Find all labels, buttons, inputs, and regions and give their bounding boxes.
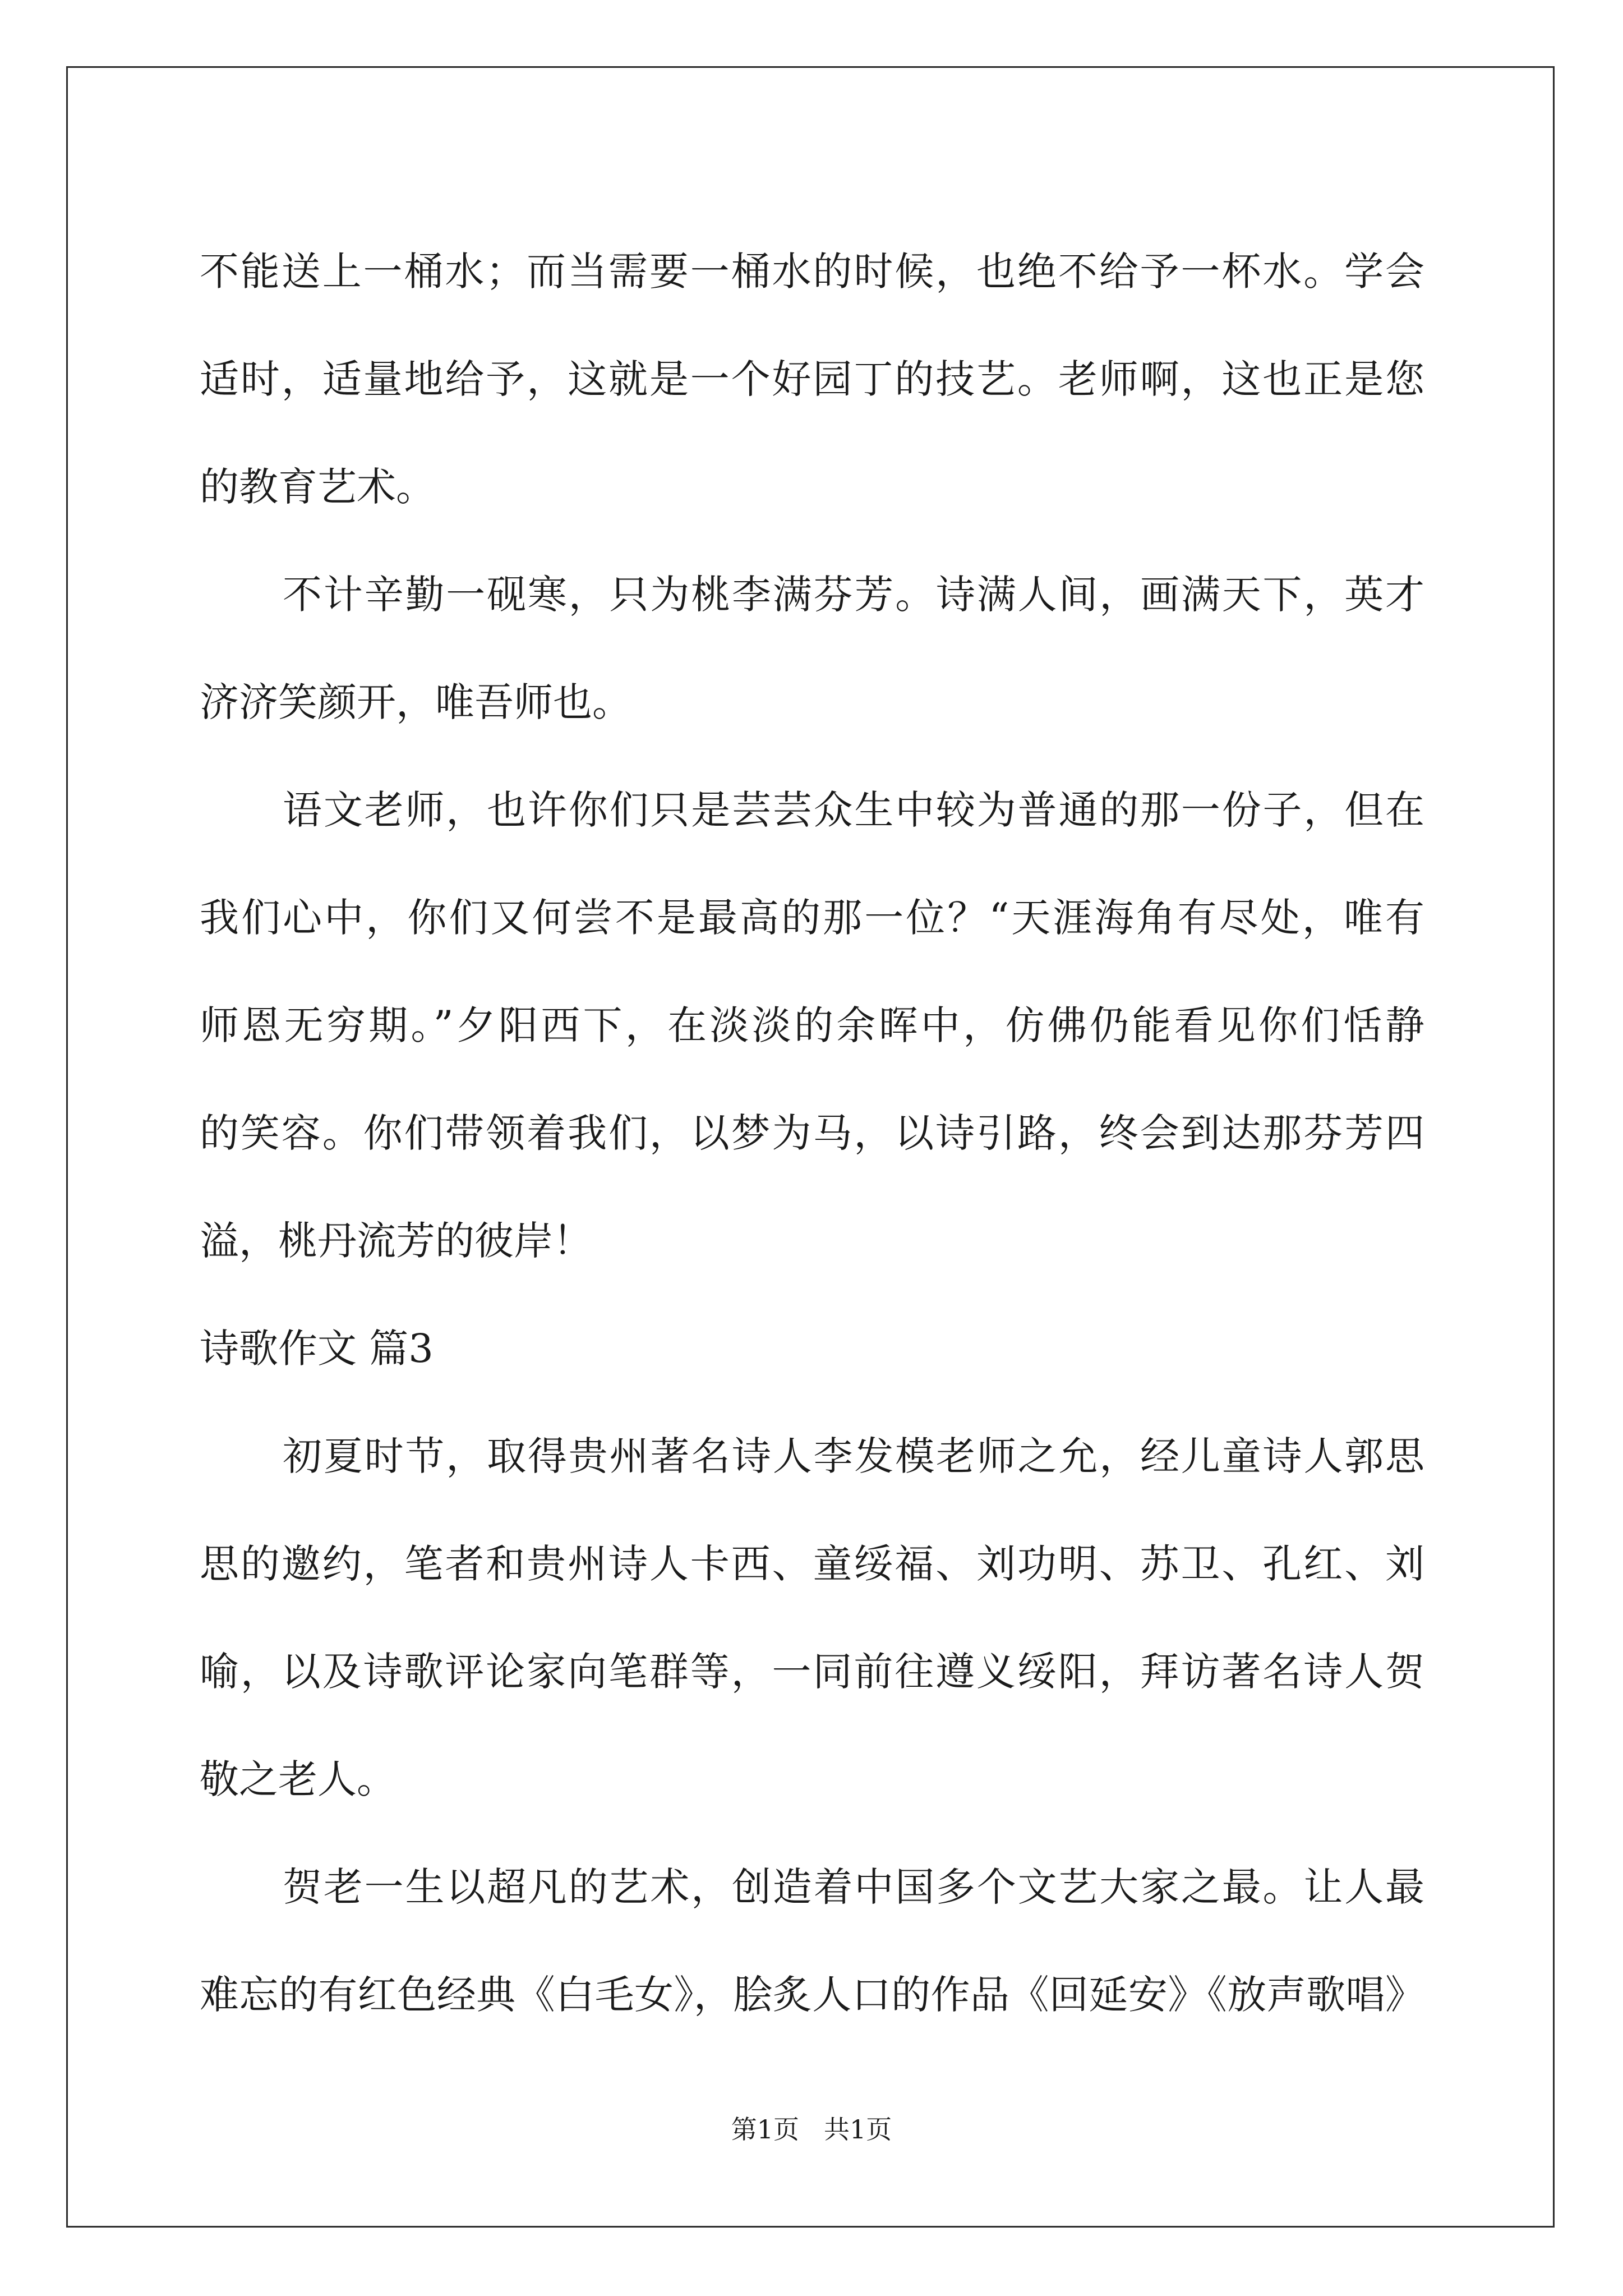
document-body <box>200 218 1424 2049</box>
text-line: 的教育艺术。 <box>200 464 435 510</box>
text-line: 难忘的有红色经典《白毛女》，脍炙人口的作品《回延安》《放声歌唱》 <box>200 1972 1424 2018</box>
text-line: 我们心中，你们又何尝不是最高的那一位？“天涯海角有尽处，唯有 <box>200 895 1424 941</box>
text-line: 适时，适量地给予，这就是一个好园丁的技艺。老师啊，这也正是您 <box>200 356 1424 402</box>
paragraph-first-line: 语文老师，也许你们只是芸芸众生中较为普通的那一份子，但在 <box>283 787 1424 833</box>
text-line: 师恩无穷期。”夕阳西下，在淡淡的余晖中，仿佛仍能看见你们恬静 <box>200 1002 1424 1048</box>
text-line: 溢，桃丹流芳的彼岸！ <box>200 1218 592 1264</box>
text-line: 的笑容。你们带领着我们，以梦为马，以诗引路，终会到达那芬芳四 <box>200 1110 1424 1156</box>
paragraph-first-line: 不计辛勤一砚寒，只为桃李满芬芳。诗满人间，画满天下，英才 <box>283 572 1424 618</box>
paragraph-first-line: 初夏时节，取得贵州著名诗人李发模老师之允，经儿童诗人郭思 <box>283 1433 1424 1479</box>
text-line: 敬之老人。 <box>200 1756 396 1802</box>
text-line: 思的邀约，笔者和贵州诗人卡西、童绥福、刘功明、苏卫、孔红、刘 <box>200 1541 1424 1587</box>
paragraph-first-line: 贺老一生以超凡的艺术，创造着中国多个文艺大家之最。让人最 <box>283 1864 1424 1910</box>
text-line: 喻，以及诗歌评论家向笔群等，一同前往遵义绥阳，拜访著名诗人贺 <box>200 1649 1424 1695</box>
text-line: 不能送上一桶水；而当需要一桶水的时候，也绝不给予一杯水。学会 <box>200 249 1424 295</box>
text-line: 济济笑颜开，唯吾师也。 <box>200 679 631 725</box>
page-number-total: 共1页 <box>824 2114 892 2145</box>
section-heading: 诗歌作文 篇3 <box>200 1326 434 1372</box>
page-footer <box>0 2109 1623 2146</box>
page-number-current: 第1页 <box>731 2114 799 2145</box>
